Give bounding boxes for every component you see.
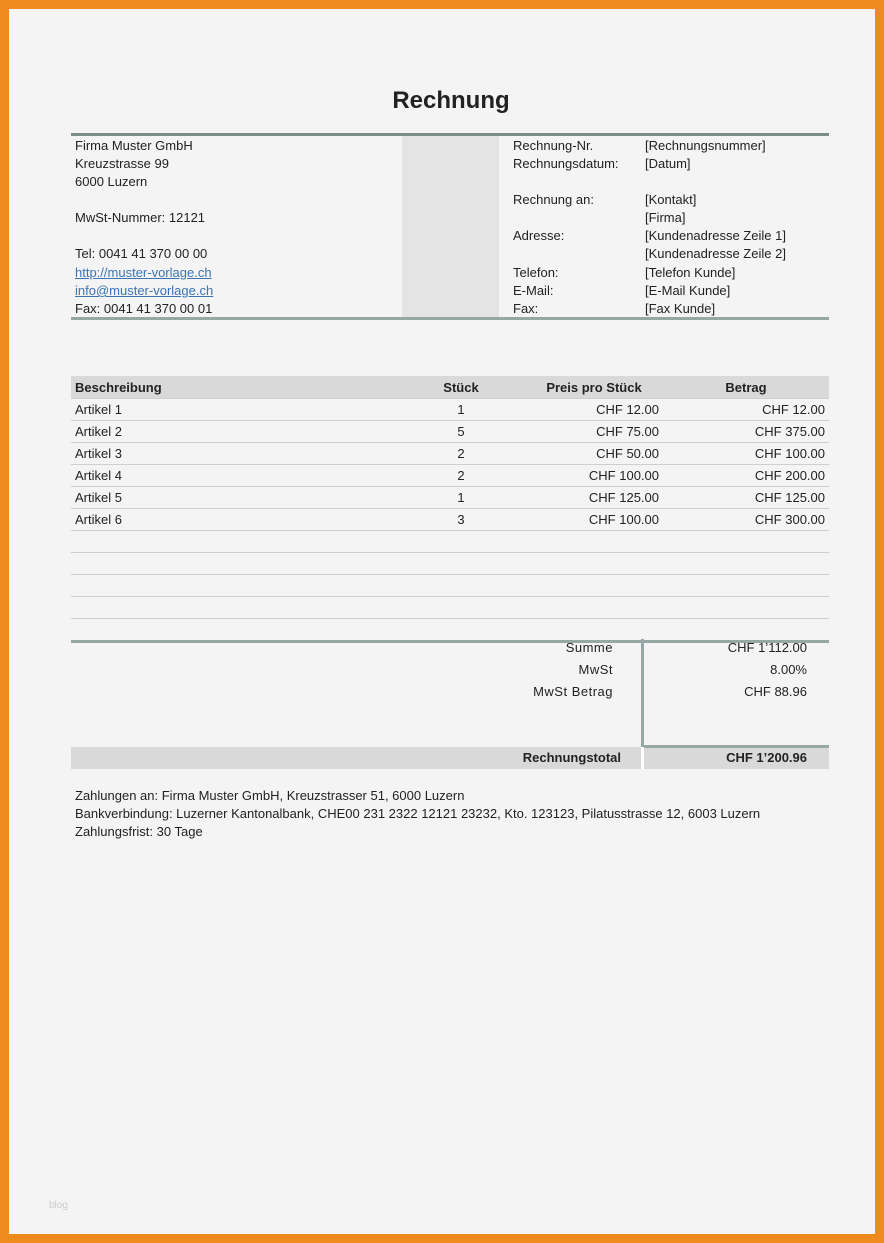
row-quantity: 5 xyxy=(397,421,525,443)
sender-phone: Tel: 0041 41 370 00 00 xyxy=(75,246,208,261)
col-header-description: Beschreibung xyxy=(71,376,397,399)
row-amount: CHF 12.00 xyxy=(663,399,829,421)
table-row xyxy=(71,399,829,421)
customer-company: [Firma] xyxy=(645,210,686,225)
row-unit-price: CHF 125.00 xyxy=(525,487,663,509)
row-quantity: 1 xyxy=(397,487,525,509)
vat-rate-value: 8.00% xyxy=(770,662,807,677)
invoice-total-value: CHF 1’200.96 xyxy=(726,750,807,765)
sender-fax: Fax: 0041 41 370 00 01 xyxy=(75,301,213,316)
page-title: Rechnung xyxy=(392,87,510,114)
customer-fax: [Fax Kunde] xyxy=(645,301,716,316)
row-unit-price: CHF 50.00 xyxy=(525,443,663,465)
payment-terms: Zahlungsfrist: 30 Tage xyxy=(75,824,203,839)
vat-amount-value: CHF 88.96 xyxy=(744,684,807,699)
sender-company: Firma Muster GmbH xyxy=(75,138,193,153)
row-unit-price: CHF 100.00 xyxy=(525,465,663,487)
phone-label: Telefon: xyxy=(513,265,559,280)
table-row xyxy=(71,443,829,465)
col-header-unit-price: Preis pro Stück xyxy=(525,376,663,399)
table-row xyxy=(71,487,829,509)
empty-row xyxy=(71,619,829,642)
table-row xyxy=(71,465,829,487)
row-amount: CHF 375.00 xyxy=(663,421,829,443)
row-description: Artikel 3 xyxy=(71,443,397,465)
sender-street: Kreuzstrasse 99 xyxy=(75,156,169,171)
fax-label: Fax: xyxy=(513,301,539,316)
row-description: Artikel 1 xyxy=(71,399,397,421)
sum-label: Summe xyxy=(565,640,613,655)
row-unit-price: CHF 100.00 xyxy=(525,509,663,531)
sender-email-link[interactable]: info@muster-vorlage.ch xyxy=(75,283,214,298)
row-description: Artikel 6 xyxy=(71,509,397,531)
customer-email: [E-Mail Kunde] xyxy=(645,283,731,298)
row-unit-price: CHF 75.00 xyxy=(525,421,663,443)
empty-row xyxy=(71,575,829,597)
row-quantity: 2 xyxy=(397,465,525,487)
row-amount: CHF 200.00 xyxy=(663,465,829,487)
empty-row xyxy=(71,553,829,575)
row-amount: CHF 300.00 xyxy=(663,509,829,531)
sender-website-link[interactable]: http://muster-vorlage.ch xyxy=(75,265,212,280)
bank-info: Bankverbindung: Luzerner Kantonalbank, CHE00 231 2322 12121 23232, Kto. 123123, Pilatusstrasse 12, 6003 Luzern xyxy=(75,806,761,821)
row-quantity: 1 xyxy=(397,399,525,421)
table-row xyxy=(71,421,829,443)
sender-city: 6000 Luzern xyxy=(75,174,148,189)
row-amount: CHF 100.00 xyxy=(663,443,829,465)
invoice-to-label: Rechnung an: xyxy=(513,192,594,207)
empty-row xyxy=(71,597,829,619)
row-description: Artikel 4 xyxy=(71,465,397,487)
empty-row xyxy=(71,531,829,553)
table-row xyxy=(71,509,829,531)
sum-value: CHF 1’112.00 xyxy=(727,640,807,655)
vat-amount-label: MwSt Betrag xyxy=(533,684,613,699)
invoice-date-label: Rechnungsdatum: xyxy=(513,156,619,171)
invoice-date-value: [Datum] xyxy=(645,156,691,171)
email-label: E-Mail: xyxy=(513,283,554,298)
customer-address-line2: [Kundenadresse Zeile 2] xyxy=(645,246,786,261)
totals-divider xyxy=(641,639,644,747)
row-quantity: 2 xyxy=(397,443,525,465)
line-items-table xyxy=(71,376,829,643)
row-quantity: 3 xyxy=(397,509,525,531)
customer-contact: [Kontakt] xyxy=(645,192,697,207)
header-spacer-shade xyxy=(402,136,499,317)
row-description: Artikel 2 xyxy=(71,421,397,443)
row-description: Artikel 5 xyxy=(71,487,397,509)
col-header-quantity: Stück xyxy=(397,376,525,399)
customer-address-line1: [Kundenadresse Zeile 1] xyxy=(645,228,786,243)
customer-phone: [Telefon Kunde] xyxy=(645,265,736,280)
total-divider xyxy=(641,747,644,769)
invoice-number-value: [Rechnungsnummer] xyxy=(645,138,766,153)
vat-rate-label: MwSt xyxy=(578,662,613,677)
row-amount: CHF 125.00 xyxy=(663,487,829,509)
watermark: blog xyxy=(49,1200,68,1211)
payment-info: Zahlungen an: Firma Muster GmbH, Kreuzstrasser 51, 6000 Luzern xyxy=(75,788,465,803)
address-label: Adresse: xyxy=(513,228,565,243)
row-unit-price: CHF 12.00 xyxy=(525,399,663,421)
table-header-row xyxy=(71,376,829,399)
col-header-amount: Betrag xyxy=(663,376,829,399)
invoice-number-label: Rechnung-Nr. xyxy=(513,138,594,153)
sender-vat-number: MwSt-Nummer: 12121 xyxy=(75,210,206,225)
invoice-total-label: Rechnungstotal xyxy=(522,750,621,765)
